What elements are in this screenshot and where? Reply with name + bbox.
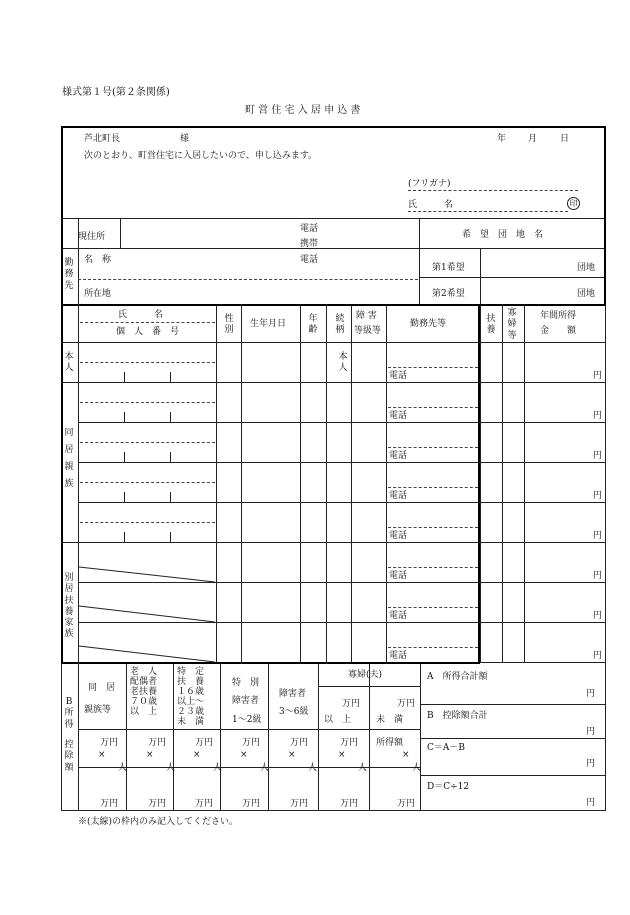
tokutei-line: １６歳 — [177, 687, 205, 697]
ded-x-1: × — [146, 750, 154, 760]
row-yen-0: 円 — [593, 371, 603, 381]
col-relation: 続柄 — [335, 314, 345, 336]
ded-nin-3: 人 — [260, 763, 270, 773]
roujin-label — [130, 667, 157, 717]
calc-d: D＝C÷12 — [427, 782, 470, 792]
workplace-location: 所在地 — [84, 289, 112, 299]
addressee: 芦北町長 — [84, 134, 121, 144]
ded-manen-top-5: 万円 — [340, 738, 359, 748]
dokyo-2: 親族等 — [84, 705, 112, 715]
col-my-number: 個 人 番 号 — [116, 327, 180, 337]
thick-frame-table — [61, 304, 480, 664]
dokyo-1: 同 居 — [88, 683, 116, 693]
kafu-ijo: 以 上 — [324, 715, 352, 725]
calc-c-yen: 円 — [586, 759, 596, 769]
workplace-label: 勤務先 — [64, 258, 74, 291]
desired-first-unit: 団地 — [577, 263, 596, 273]
roujin-line: ７０歳 — [130, 697, 158, 707]
shogai-2: 3～6級 — [279, 707, 309, 717]
ded-x-4: × — [288, 750, 296, 760]
row-yen-7: 円 — [593, 651, 603, 661]
roujin-line: 老扶養 — [130, 687, 158, 697]
sum-b: B 控除額合計 — [427, 711, 488, 721]
desired-first: 第1希望 — [432, 263, 465, 273]
group-cohabit: 同居親族 — [64, 428, 74, 490]
footnote: ※(太線)の枠内のみ記入してください。 — [78, 817, 239, 827]
ded-manen-bottom-2: 万円 — [195, 799, 214, 809]
ded-x-2: × — [193, 750, 201, 760]
form-title: 町 営 住 宅 入 居 申 込 書 — [245, 105, 361, 116]
row-yen-1: 円 — [593, 411, 603, 421]
desired-second-unit: 団地 — [577, 289, 596, 299]
ded-manen-bottom-4: 万円 — [290, 799, 309, 809]
sum-b-yen: 円 — [586, 727, 596, 737]
desired-header: 希 望 団 地 名 — [462, 230, 544, 240]
addressee-sama: 様 — [180, 134, 190, 144]
ded-manen-bottom-5: 万円 — [340, 799, 359, 809]
form-number: 様式第１号(第２条関係) — [62, 87, 170, 98]
ded-manen-top-0: 万円 — [100, 738, 119, 748]
ded-nin-4: 人 — [308, 763, 318, 773]
row-yen-3: 円 — [593, 491, 603, 501]
ded-manen-bottom-1: 万円 — [148, 799, 167, 809]
tokutei-label — [177, 667, 204, 727]
seal-mark: 印 — [567, 197, 580, 210]
row-yen-4: 円 — [593, 531, 603, 541]
roujin-line: 老 人 — [130, 667, 158, 677]
roujin-line: 以 上 — [130, 707, 158, 717]
col-sex: 性別 — [224, 314, 234, 336]
col-disability: 障 害 — [356, 311, 377, 321]
month-label: 月 — [528, 134, 538, 144]
tokubetsu-1: 特 別 — [232, 678, 260, 688]
ded-manen-top-4: 万円 — [290, 738, 309, 748]
year-label: 年 — [497, 134, 507, 144]
intro-text: 次のとおり、町営住宅に入居したいので、申し込みます。 — [84, 151, 318, 161]
workplace-name: 名 称 — [84, 255, 112, 265]
calc-c: C＝A－B — [427, 743, 465, 753]
col-disability-2: 等級等 — [354, 326, 382, 336]
row-tel-6: 電話 — [389, 611, 408, 621]
sum-a-yen: 円 — [586, 689, 596, 699]
row-tel-0: 電話 — [389, 371, 408, 381]
col-dependent: 扶養 — [486, 314, 496, 336]
col-income-1: 年間所得 — [540, 311, 577, 321]
row-tel-2: 電話 — [389, 451, 408, 461]
row-yen-6: 円 — [593, 611, 603, 621]
ded-manen-bottom-last: 万円 — [397, 799, 416, 809]
tokutei-line: 以上～ — [177, 697, 205, 707]
furigana-label: (フリガナ) — [408, 179, 451, 189]
roujin-line: 配偶者 — [130, 677, 158, 687]
col-name: 氏 名 — [118, 310, 164, 320]
ded-nin-last: 人 — [412, 763, 422, 773]
ded-x-3: × — [240, 750, 248, 760]
col-widow: 寡婦等 — [507, 308, 517, 341]
tokubetsu-3: 1～2級 — [232, 715, 262, 725]
row-tel-3: 電話 — [389, 491, 408, 501]
ded-nin-2: 人 — [213, 763, 223, 773]
address-label: 現住所 — [78, 232, 106, 242]
row-tel-4: 電話 — [389, 531, 408, 541]
tokutei-line: 扶 養 — [177, 677, 205, 687]
ded-shotokugaku: 所得額 — [376, 738, 404, 748]
row-tel-1: 電話 — [389, 411, 408, 421]
tokutei-line: 未 満 — [177, 717, 205, 727]
kafu-miman: 未 満 — [376, 715, 404, 725]
ded-nin-1: 人 — [166, 763, 176, 773]
row-tel-7: 電話 — [389, 651, 408, 661]
address-tel: 電話 — [300, 224, 319, 234]
row-tel-5: 電話 — [389, 571, 408, 581]
row-yen-2: 円 — [593, 451, 603, 461]
ded-manen-top-3: 万円 — [242, 738, 261, 748]
day-label: 日 — [560, 134, 570, 144]
address-mobile: 携帯 — [300, 239, 319, 249]
tokutei-line: ２３歳 — [177, 707, 205, 717]
col-work: 勤務先等 — [410, 319, 447, 329]
ded-manen-top-1: 万円 — [148, 738, 167, 748]
col-income-2: 金 額 — [540, 326, 577, 336]
kafu-manen-1: 万円 — [342, 699, 361, 709]
name-label: 氏 名 — [408, 200, 454, 210]
ded-x-0: × — [98, 750, 106, 760]
kafu-manen-2: 万円 — [397, 699, 416, 709]
b-deduct-label: 控除額 — [64, 740, 74, 773]
ded-manen-bottom-0: 万円 — [100, 799, 119, 809]
tokutei-line: 特 定 — [177, 667, 205, 677]
calc-d-yen: 円 — [586, 798, 596, 808]
ded-nin-0: 人 — [118, 763, 128, 773]
ded-nin-5: 人 — [358, 763, 368, 773]
group-self: 本人 — [64, 352, 74, 374]
self-relation: 本人 — [338, 352, 348, 374]
shogai-1: 障害者 — [279, 689, 307, 699]
b-income-label: B所得 — [64, 697, 74, 730]
col-age: 年齢 — [308, 314, 318, 336]
desired-second: 第2希望 — [432, 289, 465, 299]
workplace-tel: 電話 — [300, 255, 319, 265]
sum-a: A 所得合計額 — [427, 672, 488, 682]
ded-x-5: × — [338, 750, 346, 760]
ded-manen-top-2: 万円 — [195, 738, 214, 748]
ded-x-last: × — [402, 750, 410, 760]
tokubetsu-2: 障害者 — [232, 696, 260, 706]
ded-manen-bottom-3: 万円 — [242, 799, 261, 809]
col-birth: 生年月日 — [250, 319, 287, 329]
row-yen-5: 円 — [593, 571, 603, 581]
kafu-label: 寡婦(夫) — [348, 670, 383, 680]
group-separate: 別居扶養家族 — [64, 573, 74, 640]
